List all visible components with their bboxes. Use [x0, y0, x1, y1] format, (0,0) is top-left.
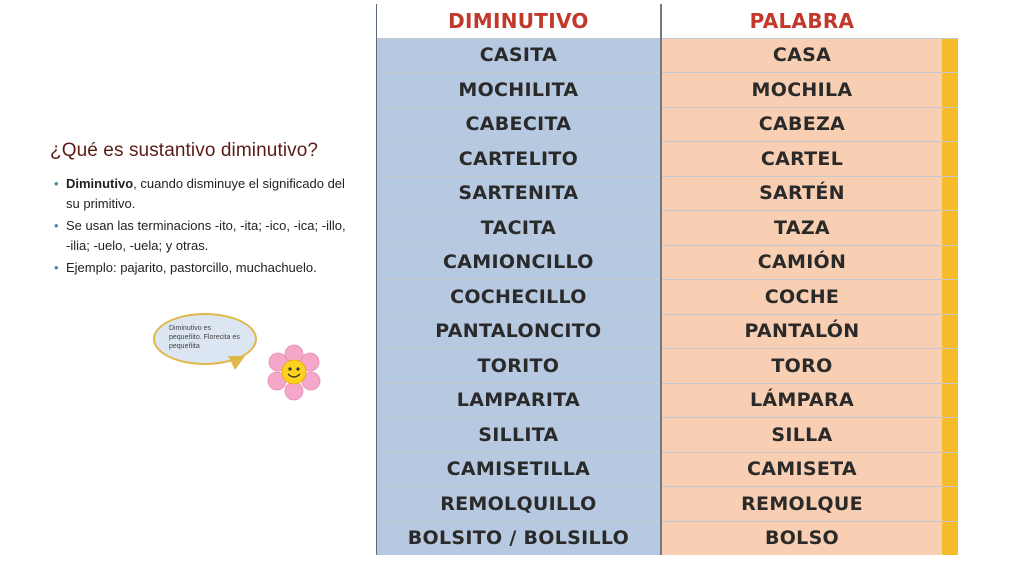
accent-cell — [942, 38, 958, 73]
word-cell: REMOLQUE — [661, 487, 942, 522]
word-cell: MOCHILA — [661, 73, 942, 108]
diminutive-cell: CABECITA — [377, 107, 661, 142]
table-row — [377, 211, 959, 246]
bullet-dot-icon: • — [54, 176, 59, 191]
table-row — [377, 349, 959, 384]
accent-cell — [942, 211, 958, 246]
table-row — [377, 383, 959, 418]
diminutive-cell: CAMISETILLA — [377, 452, 661, 487]
accent-cell — [942, 73, 958, 108]
table-header-row — [377, 4, 959, 38]
bubble-text: Diminutivo es pequeñito. Florecita es pequeñita — [169, 325, 240, 350]
word-cell: COCHE — [661, 280, 942, 315]
diminutive-cell: COCHECILLO — [377, 280, 661, 315]
slide-title: ¿Qué es sustantivo diminutivo? — [50, 140, 319, 161]
word-cell: CABEZA — [661, 107, 942, 142]
table-row — [377, 314, 959, 349]
diminutive-cell: CASITA — [377, 38, 661, 73]
diminutive-cell: BOLSITO / BOLSILLO — [377, 521, 661, 555]
table-row — [377, 487, 959, 522]
bullet-text: , cuando disminuye el significado del su primitivo. — [66, 176, 345, 211]
table-row — [377, 73, 959, 108]
diminutive-cell: SILLITA — [377, 418, 661, 453]
word-cell: BOLSO — [661, 521, 942, 555]
table-row — [377, 280, 959, 315]
table-row — [377, 521, 959, 555]
diminutive-cell: TORITO — [377, 349, 661, 384]
bullet-dot-icon: • — [54, 260, 59, 275]
bullet-list — [50, 174, 350, 278]
accent-cell — [942, 245, 958, 280]
bullet-dot-icon: • — [54, 218, 59, 233]
header-word: PALABRA — [661, 4, 942, 38]
word-cell: CASA — [661, 38, 942, 73]
accent-cell — [942, 521, 958, 555]
table-row — [377, 245, 959, 280]
diminutive-cell: LAMPARITA — [377, 383, 661, 418]
accent-cell — [942, 487, 958, 522]
accent-cell — [942, 280, 958, 315]
table-row — [377, 176, 959, 211]
header-diminutive: DIMINUTIVO — [377, 4, 661, 38]
word-table — [376, 4, 958, 555]
word-cell: LÁMPARA — [661, 383, 942, 418]
bullet-text: Se usan las terminacions -ito, -ita; -ico, -ica; -illo, -ilia; -uelo, -uela; y otras. — [66, 218, 346, 253]
diminutive-table — [376, 8, 958, 554]
bullet-item — [50, 258, 350, 278]
diminutive-cell: CARTELITO — [377, 142, 661, 177]
word-cell: TORO — [661, 349, 942, 384]
speech-bubble-tail — [228, 356, 245, 370]
accent-cell — [942, 107, 958, 142]
table-row — [377, 452, 959, 487]
bullet-item — [50, 216, 350, 256]
accent-cell — [942, 383, 958, 418]
bullet-text: Ejemplo: pajarito, pastorcillo, muchachuelo. — [66, 260, 317, 275]
table-row — [377, 107, 959, 142]
accent-cell — [942, 142, 958, 177]
slide-text-panel — [50, 140, 350, 280]
accent-cell — [942, 314, 958, 349]
bullet-bold: Diminutivo — [66, 176, 134, 191]
diminutive-cell: SARTENITA — [377, 176, 661, 211]
word-cell: CAMIÓN — [661, 245, 942, 280]
table-row — [377, 38, 959, 73]
accent-cell — [942, 452, 958, 487]
word-cell: CAMISETA — [661, 452, 942, 487]
word-cell: SARTÉN — [661, 176, 942, 211]
accent-cell — [942, 418, 958, 453]
bullet-item — [50, 174, 350, 214]
word-cell: SILLA — [661, 418, 942, 453]
diminutive-cell: MOCHILITA — [377, 73, 661, 108]
diminutive-cell: REMOLQUILLO — [377, 487, 661, 522]
word-cell: CARTEL — [661, 142, 942, 177]
accent-cell — [942, 349, 958, 384]
word-cell: TAZA — [661, 211, 942, 246]
diminutive-cell: TACITA — [377, 211, 661, 246]
flower-icon — [264, 343, 324, 403]
header-accent — [942, 4, 958, 38]
table-row — [377, 418, 959, 453]
word-cell: PANTALÓN — [661, 314, 942, 349]
diminutive-cell: CAMIONCILLO — [377, 245, 661, 280]
diminutive-cell: PANTALONCITO — [377, 314, 661, 349]
table-row — [377, 142, 959, 177]
accent-cell — [942, 176, 958, 211]
